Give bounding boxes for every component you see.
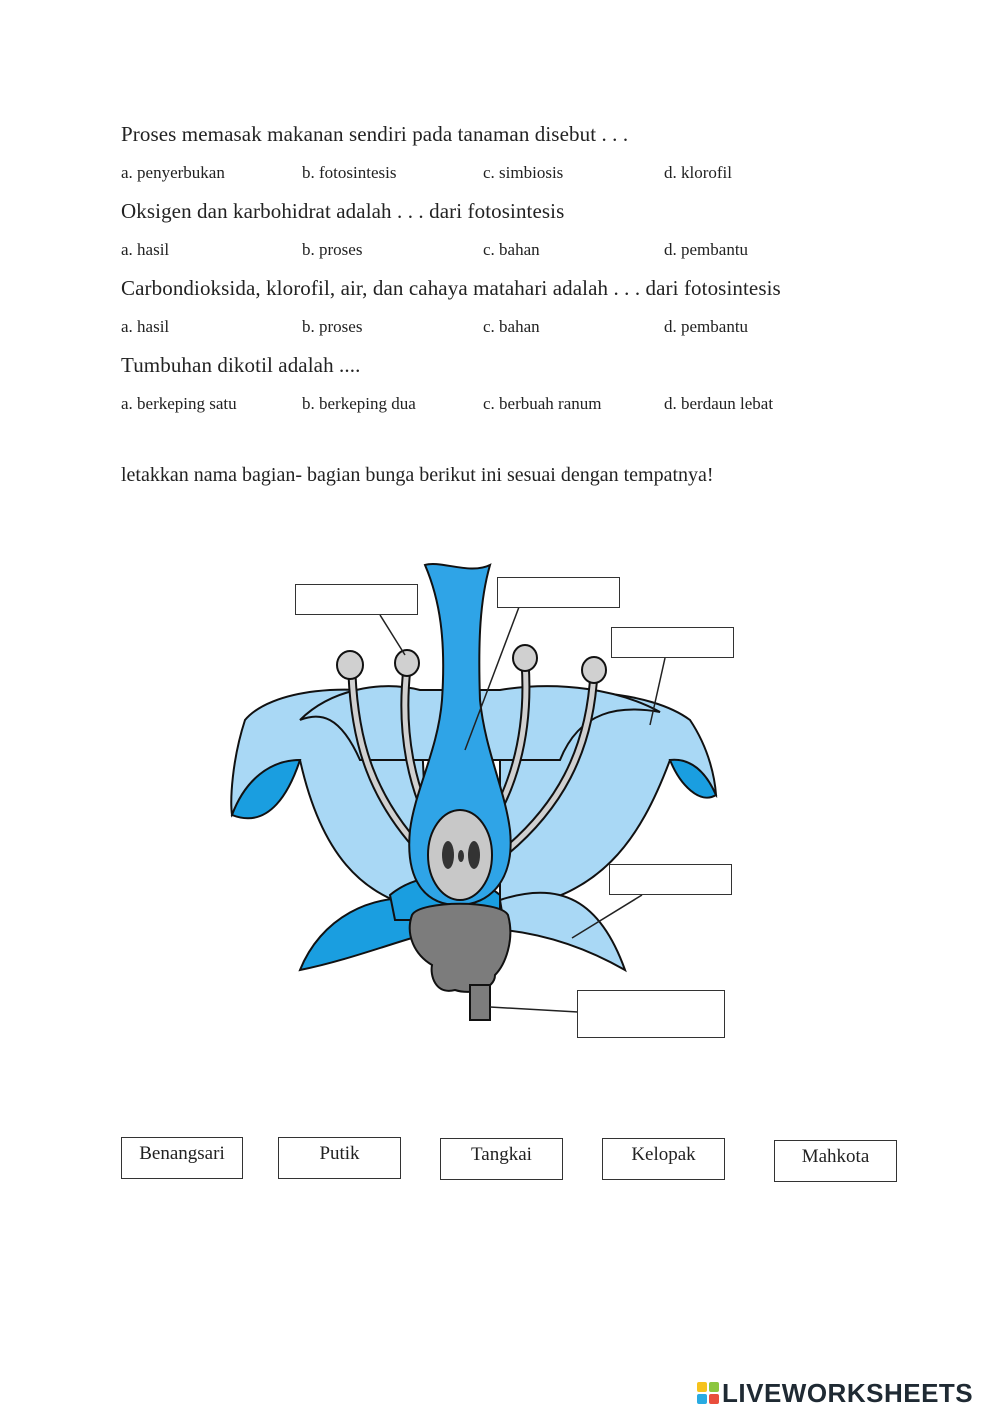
liveworksheets-logo [697, 1378, 973, 1408]
option-a[interactable]: a. berkeping satu [121, 394, 237, 413]
logo-mark-icon [697, 1382, 719, 1404]
option-d[interactable]: d. klorofil [664, 163, 732, 182]
option-c[interactable]: c. bahan [483, 240, 540, 259]
option-b[interactable]: b. fotosintesis [302, 163, 397, 182]
word-benangsari[interactable]: Benangsari [121, 1137, 243, 1179]
anther-1 [337, 651, 363, 679]
option-b[interactable]: b. proses [302, 317, 363, 336]
ovule-1 [442, 841, 454, 869]
question-text: Proses memasak makanan sendiri pada tanaman disebut . . . [121, 122, 629, 146]
answer-box-stalk[interactable] [577, 990, 725, 1038]
instruction-text: letakkan nama bagian- bagian bunga berikut ini sesuai dengan tempatnya! [121, 464, 714, 486]
pointer-stalk [490, 1007, 578, 1012]
pointer-stamen [380, 615, 405, 655]
option-d[interactable]: d. berdaun lebat [664, 394, 774, 413]
stalk [470, 985, 490, 1020]
option-a[interactable]: a. hasil [121, 240, 170, 259]
answer-box-stamen[interactable] [295, 584, 418, 615]
answer-box-sepal[interactable] [609, 864, 732, 895]
word-tangkai[interactable]: Tangkai [440, 1138, 563, 1180]
option-c[interactable]: c. bahan [483, 317, 540, 336]
option-a[interactable]: a. hasil [121, 317, 170, 336]
anther-2 [395, 650, 419, 676]
answer-box-petal[interactable] [611, 627, 734, 658]
question-text: Tumbuhan dikotil adalah .... [121, 353, 361, 377]
anther-4 [582, 657, 606, 683]
answer-box-pistil[interactable] [497, 577, 620, 608]
option-d[interactable]: d. pembantu [664, 317, 749, 336]
option-b[interactable]: b. berkeping dua [302, 394, 416, 413]
ovule-2 [468, 841, 480, 869]
option-c[interactable]: c. berbuah ranum [483, 394, 602, 413]
word-kelopak[interactable]: Kelopak [602, 1138, 725, 1180]
question-text: Carbondioksida, klorofil, air, dan cahaya matahari adalah . . . dari fotosintesis [121, 276, 781, 300]
anther-3 [513, 645, 537, 671]
option-a[interactable]: a. penyerbukan [121, 163, 225, 182]
option-c[interactable]: c. simbiosis [483, 163, 564, 182]
sepal-right-light [500, 893, 625, 970]
ovule-3 [458, 850, 464, 862]
receptacle [410, 904, 511, 992]
word-mahkota[interactable]: Mahkota [774, 1140, 897, 1182]
question-text: Oksigen dan karbohidrat adalah . . . dari fotosintesis [121, 199, 565, 223]
word-putik[interactable]: Putik [278, 1137, 401, 1179]
option-b[interactable]: b. proses [302, 240, 363, 259]
brand-text: LIVEWORKSHEETS [722, 1377, 974, 1408]
option-d[interactable]: d. pembantu [664, 240, 749, 259]
